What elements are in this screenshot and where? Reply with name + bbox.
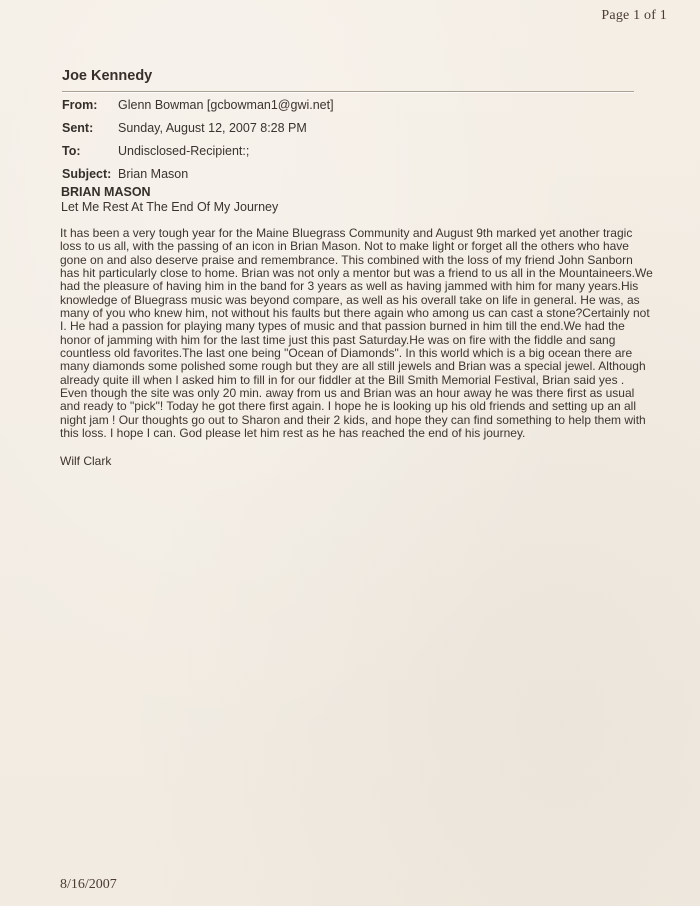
field-row-from — [62, 99, 634, 112]
from-value: Glenn Bowman [gcbowman1@gwi.net] — [118, 98, 334, 112]
field-row-sent — [62, 122, 634, 135]
sent-label: Sent: — [62, 121, 94, 135]
to-label: To: — [62, 144, 81, 158]
email-meta-fields — [62, 99, 634, 191]
page-number: Page 1 of 1 — [601, 8, 667, 23]
message-body: It has been a very tough year for the Maine Bluegrass Community and August 9th marked yet another tragic loss to us all, with the passing of an icon in Brian Mason. Not to make light or forget all the others who have gone on and also deserve praise and remembrance. This combined with the loss of my friend John Sanborn has hit particularly close to home. Brian was not only a mentor but was a friend to us all in the Mountaineers.We had the pleasure of having him in the band for 3 years as well as having jammed with him for many years.His knowledge of Bluegrass music was beyond compare, as well as his overall take on life in general. He was, as many of you who knew him, not without his faults but there again who among us can cast a stone?Certainly not I. He had a passion for playing many types of music and that passion burned in him till the end.We had the honor of jamming with him for the last time just this past Saturday.He was on fire with the fiddle and sang countless old favorites.The last one being "Ocean of Diamonds". In this world which is a big ocean there are many diamonds some polished some rough but they are all still jewels and Brian was a special jewel. Although already quite ill when I asked him to fill in for our fiddler at the Bill Smith Memorial Festival, Brian said yes . Even though the site was only 20 min. away from us and Brian was an hour away he was there first as usual and ready to "pick"! Today he got there first again. I hope he is looking up his old friends and setting up an all night jam ! Our thoughts go out to Sharon and their 2 kids, and hope they can find something to help them with this loss. I hope I can. God please let him rest as he has reached the end of his journey. — [60, 226, 653, 441]
message-heading: BRIAN MASON — [61, 185, 151, 199]
subject-value: Brian Mason — [118, 167, 189, 181]
message-title-block — [61, 185, 653, 214]
signature: Wilf Clark — [60, 454, 112, 468]
subject-label: Subject: — [62, 167, 112, 181]
sent-value: Sunday, August 12, 2007 8:28 PM — [118, 121, 307, 135]
field-row-to — [62, 145, 634, 158]
mailbox-owner-name: Joe Kennedy — [62, 68, 634, 92]
from-label: From: — [62, 98, 98, 112]
field-row-subject — [62, 168, 634, 181]
print-date: 8/16/2007 — [60, 877, 117, 892]
to-value: Undisclosed-Recipient:; — [118, 144, 250, 158]
email-header — [62, 68, 634, 92]
message-subtitle: Let Me Rest At The End Of My Journey — [61, 199, 279, 214]
